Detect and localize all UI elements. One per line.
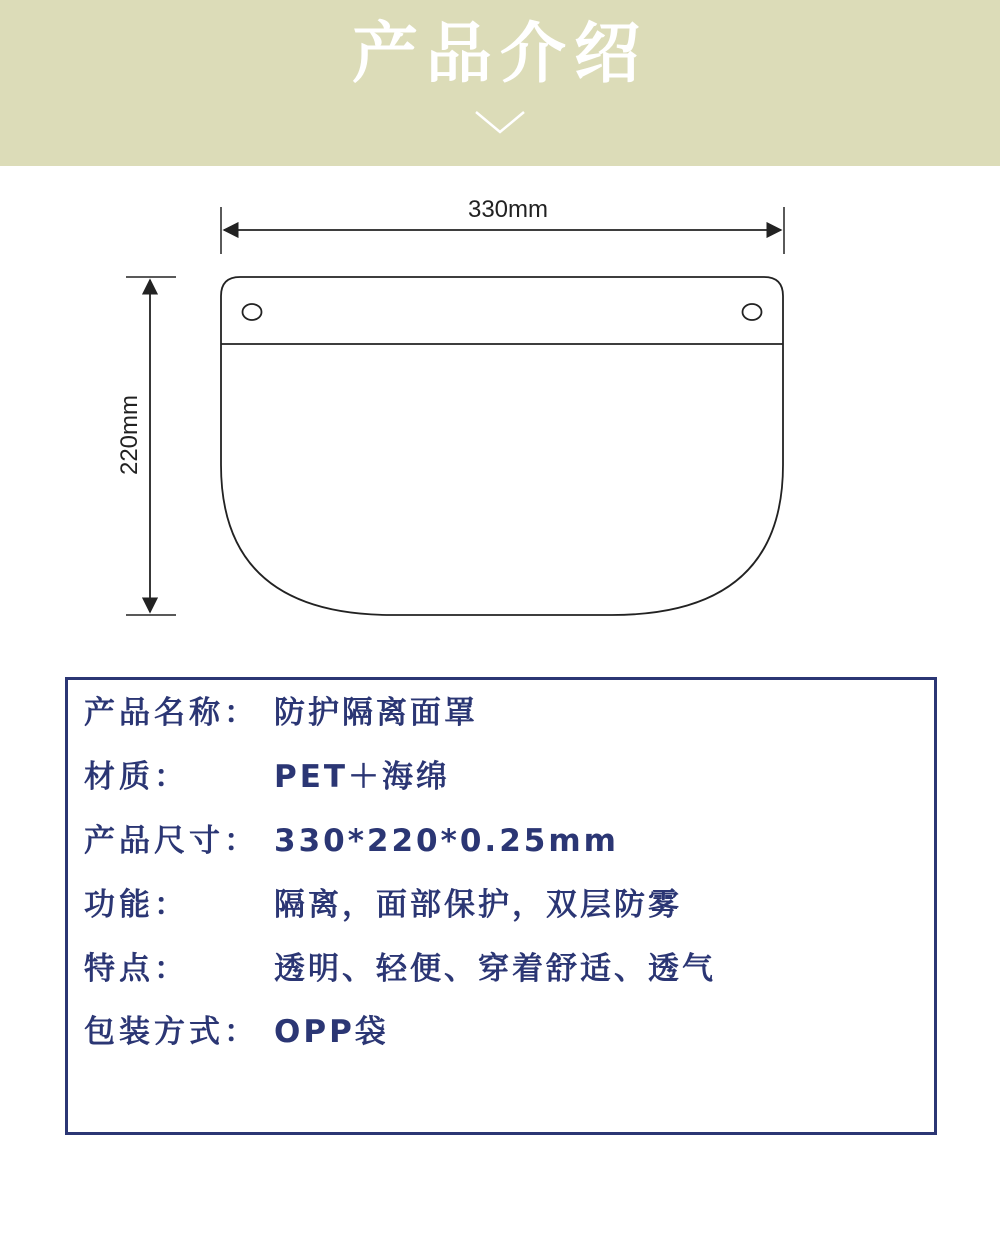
spec-label: 特点：: [84, 951, 189, 987]
spec-value: 透明、轻便、穿着舒适、透气: [274, 951, 716, 987]
spec-label: 产品尺寸：: [84, 823, 259, 859]
spec-label: 功能：: [84, 887, 189, 923]
height-dimension: [116, 277, 176, 615]
width-label: 330mm: [467, 196, 549, 223]
shield-outline: [221, 277, 783, 615]
spec-value: PET＋海绵: [274, 759, 451, 795]
spec-label: 材质：: [84, 759, 189, 795]
spec-value: 防护隔离面罩: [274, 695, 478, 731]
spec-value: OPP袋: [274, 1014, 389, 1050]
height-label: 220mm: [116, 394, 143, 476]
spec-box: [65, 677, 937, 1135]
spec-value: 330*220*0.25mm: [274, 823, 619, 859]
width-dimension: [221, 196, 784, 254]
spec-label: 产品名称：: [84, 695, 259, 731]
spec-label: 包装方式：: [84, 1014, 259, 1050]
spec-value: 隔离，面部保护，双层防雾: [274, 887, 682, 923]
page-title: 产品介绍: [352, 15, 648, 92]
